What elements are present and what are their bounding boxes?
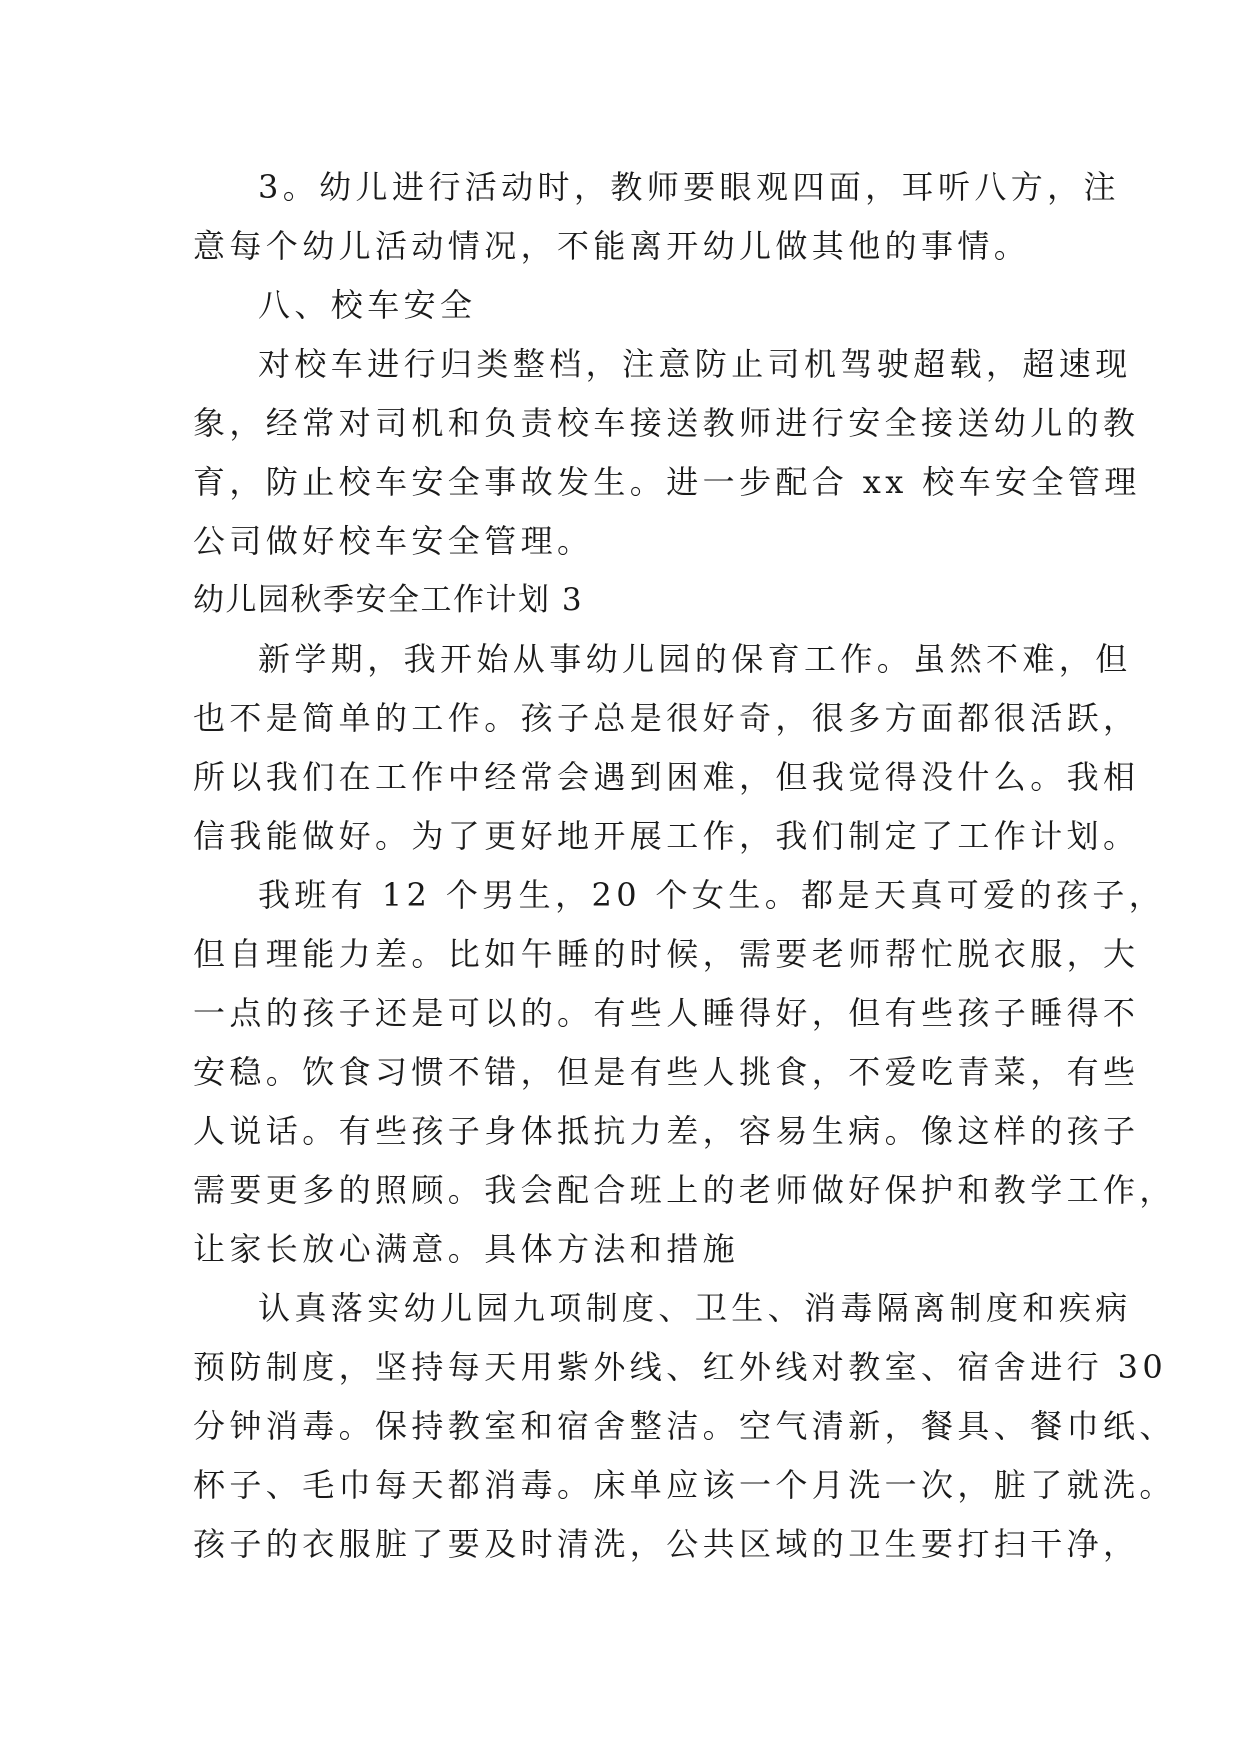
text-line: 分钟消毒。保持教室和宿舍整洁。空气清新，餐具、餐巾纸、 bbox=[193, 1407, 1176, 1445]
text-line: 人说话。有些孩子身体抵抗力差，容易生病。像这样的孩子 bbox=[193, 1112, 1140, 1150]
text-line: 认真落实幼儿园九项制度、卫生、消毒隔离制度和疾病 bbox=[258, 1289, 1132, 1327]
text-line: 我班有 12 个男生，20 个女生。都是天真可爱的孩子， bbox=[258, 876, 1166, 914]
document-page bbox=[193, 158, 1176, 1574]
text-line: 公司做好校车安全管理。 bbox=[193, 522, 594, 560]
text-line: 3。幼儿进行活动时，教师要眼观四面，耳听八方，注 bbox=[258, 168, 1120, 206]
text-line: 也不是简单的工作。孩子总是很好奇，很多方面都很活跃， bbox=[193, 699, 1140, 737]
text-line: 需要更多的照顾。我会配合班上的老师做好保护和教学工作， bbox=[193, 1171, 1176, 1209]
section-heading: 八、校车安全 bbox=[258, 286, 477, 324]
text-line: 一点的孩子还是可以的。有些人睡得好，但有些孩子睡得不 bbox=[193, 994, 1140, 1032]
text-line: 预防制度，坚持每天用紫外线、红外线对教室、宿舍进行 30 bbox=[193, 1348, 1168, 1386]
text-line: 安稳。饮食习惯不错，但是有些人挑食，不爱吃青菜，有些 bbox=[193, 1053, 1140, 1091]
text-line: 新学期，我开始从事幼儿园的保育工作。虽然不难，但 bbox=[258, 640, 1132, 678]
text-line: 意每个幼儿活动情况，不能离开幼儿做其他的事情。 bbox=[193, 227, 1031, 265]
text-line: 信我能做好。为了更好地开展工作，我们制定了工作计划。 bbox=[193, 817, 1140, 855]
text-line: 让家长放心满意。具体方法和措施 bbox=[193, 1230, 740, 1268]
text-line: 所以我们在工作中经常会遇到困难，但我觉得没什么。我相 bbox=[193, 758, 1140, 796]
text-line: 对校车进行归类整档，注意防止司机驾驶超载，超速现 bbox=[258, 345, 1132, 383]
text-line: 孩子的衣服脏了要及时清洗，公共区域的卫生要打扫干净， bbox=[193, 1525, 1140, 1563]
text-line: 但自理能力差。比如午睡的时候，需要老师帮忙脱衣服，大 bbox=[193, 935, 1140, 973]
text-line: 杯子、毛巾每天都消毒。床单应该一个月洗一次，脏了就洗。 bbox=[193, 1466, 1176, 1504]
text-line: 育，防止校车安全事故发生。进一步配合 xx 校车安全管理 bbox=[193, 463, 1141, 501]
text-line: 象，经常对司机和负责校车接送教师进行安全接送幼儿的教 bbox=[193, 404, 1140, 442]
document-title: 幼儿园秋季安全工作计划 3 bbox=[193, 582, 584, 618]
